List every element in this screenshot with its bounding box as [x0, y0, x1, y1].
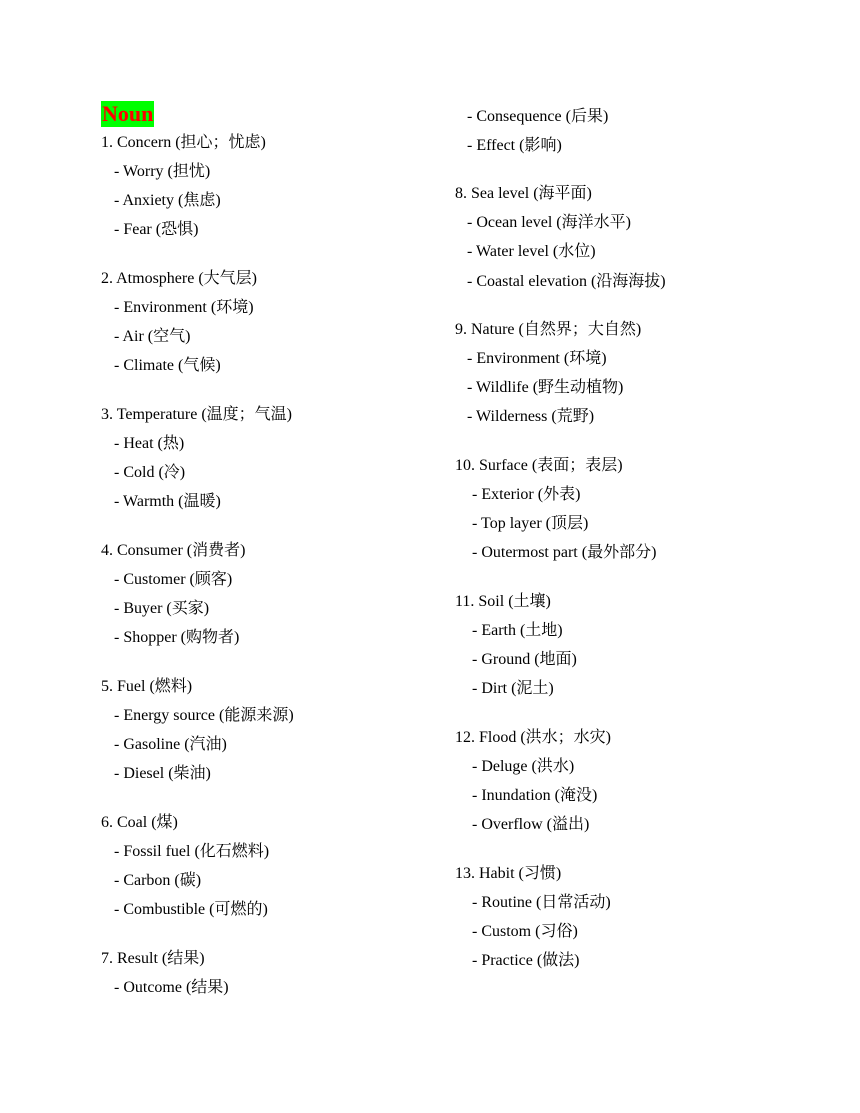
entry-heading: 4. Consumer (消费者) — [101, 542, 246, 559]
synonym-item: - Environment (环境) — [114, 299, 254, 316]
synonym-item: - Heat (热) — [114, 435, 185, 452]
synonym-item: - Shopper (购物者) — [114, 629, 240, 646]
synonym-item: - Effect (影响) — [467, 137, 562, 154]
synonym-item: - Diesel (柴油) — [114, 765, 211, 782]
synonym-item: - Warmth (温暖) — [114, 493, 221, 510]
synonym-item: - Ground (地面) — [472, 651, 577, 668]
synonym-item: - Environment (环境) — [467, 350, 607, 367]
synonym-item: - Outcome (结果) — [114, 979, 229, 996]
synonym-item: - Coastal elevation (沿海海拔) — [467, 273, 666, 290]
synonym-item: - Gasoline (汽油) — [114, 736, 227, 753]
section-heading: Noun — [102, 101, 154, 126]
entry-heading: 9. Nature (自然界；大自然) — [455, 321, 642, 338]
synonym-item: - Buyer (买家) — [114, 600, 210, 617]
synonym-item: - Wilderness (荒野) — [467, 408, 595, 425]
entry-heading: 12. Flood (洪水；水灾) — [455, 729, 612, 746]
synonym-item: - Cold (冷) — [114, 464, 186, 481]
entry-heading: 6. Coal (煤) — [101, 814, 178, 831]
synonym-item: - Fossil fuel (化石燃料) — [114, 843, 270, 860]
synonym-item: - Consequence (后果) — [467, 108, 609, 125]
entry-heading: 8. Sea level (海平面) — [455, 185, 592, 202]
synonym-item: - Worry (担忧) — [114, 163, 211, 180]
entry-heading: 10. Surface (表面；表层) — [455, 457, 623, 474]
synonym-item: - Deluge (洪水) — [472, 758, 575, 775]
synonym-item: - Practice (做法) — [472, 952, 580, 969]
entry-heading: 1. Concern (担心；忧虑) — [101, 134, 266, 151]
synonym-item: - Ocean level (海洋水平) — [467, 214, 631, 231]
synonym-item: - Climate (气候) — [114, 357, 221, 374]
synonym-item: - Custom (习俗) — [472, 923, 578, 940]
synonym-item: - Carbon (碳) — [114, 872, 202, 889]
synonym-item: - Combustible (可燃的) — [114, 901, 268, 918]
entry-heading: 2. Atmosphere (大气层) — [101, 270, 257, 287]
synonym-item: - Overflow (溢出) — [472, 816, 590, 833]
synonym-item: - Dirt (泥土) — [472, 680, 554, 697]
entry-heading: 11. Soil (土壤) — [455, 593, 551, 610]
entry-heading: 13. Habit (习惯) — [455, 865, 562, 882]
synonym-item: - Fear (恐惧) — [114, 221, 199, 238]
synonym-item: - Exterior (外表) — [472, 486, 581, 503]
synonym-item: - Energy source (能源来源) — [114, 707, 294, 724]
synonym-item: - Anxiety (焦虑) — [114, 192, 221, 209]
synonym-item: - Inundation (淹没) — [472, 787, 598, 804]
synonym-item: - Top layer (顶层) — [472, 515, 589, 532]
synonym-item: - Customer (顾客) — [114, 571, 233, 588]
entry-heading: 5. Fuel (燃料) — [101, 678, 193, 695]
synonym-item: - Water level (水位) — [467, 243, 596, 260]
synonym-item: - Air (空气) — [114, 328, 191, 345]
synonym-item: - Earth (土地) — [472, 622, 563, 639]
synonym-item: - Outermost part (最外部分) — [472, 544, 657, 561]
entry-heading: 3. Temperature (温度；气温) — [101, 406, 292, 423]
synonym-item: - Wildlife (野生动植物) — [467, 379, 624, 396]
entry-heading: 7. Result (结果) — [101, 950, 205, 967]
synonym-item: - Routine (日常活动) — [472, 894, 611, 911]
